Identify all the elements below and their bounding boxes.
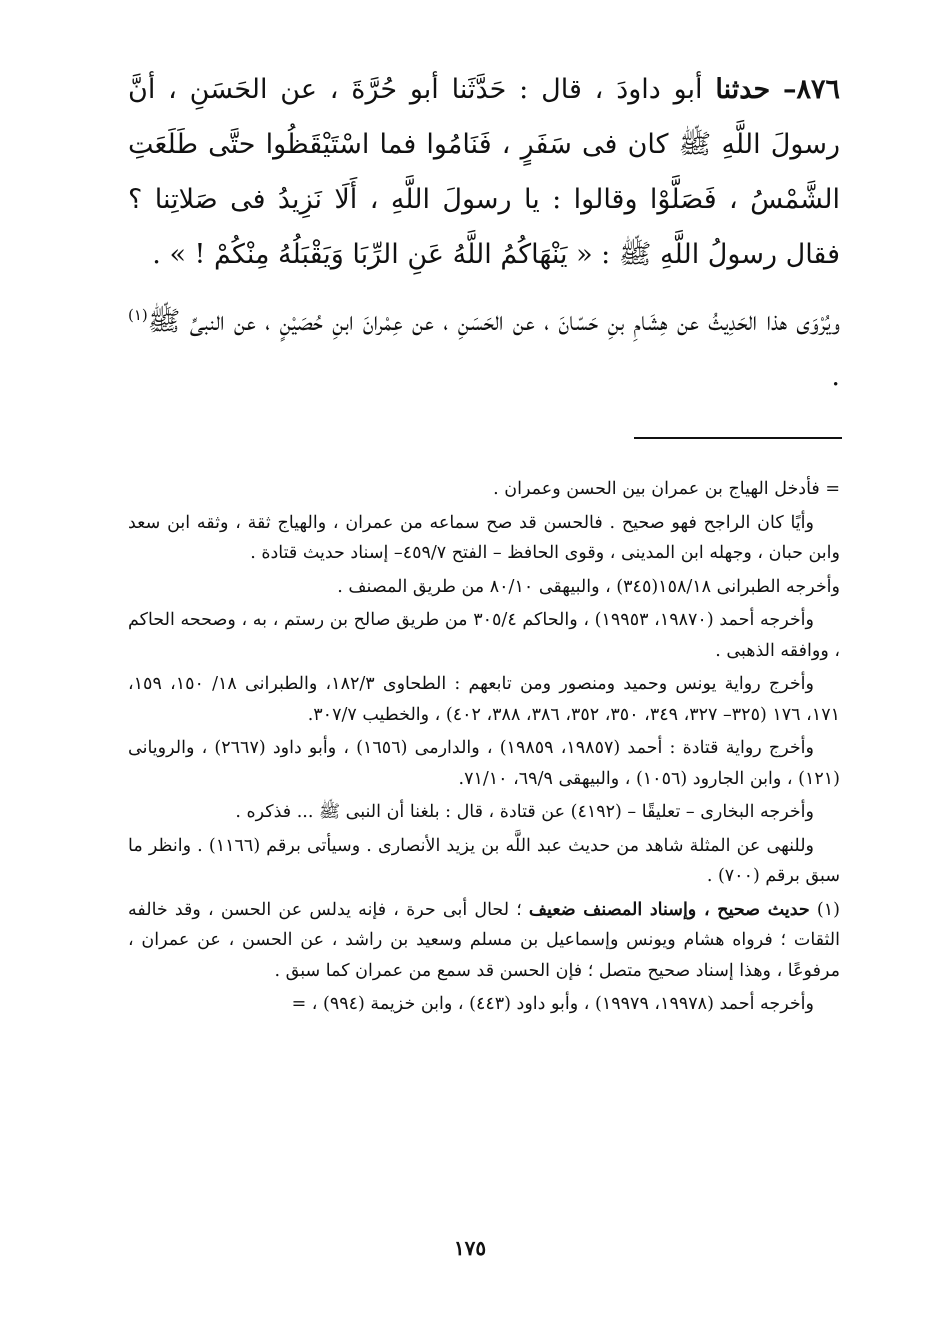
footnote-line: وأخرج رواية يونس وحميد ومنصور ومن تابعهم : الطحاوى ١٨٢/٣، والطبرانى ١٨/ ١٥٠، ١٥٩، ١٧١، ١٧٦ (٣٢٥– ٣٢٧، ٣٤٩، ٣٥٠، ٣٥٢، ٣٨٦، ٣٨٨، ٤٠٢) ، والخطيب ٣٠٧/٧.: [128, 674, 840, 725]
second-paragraph: [128, 294, 840, 404]
footnote-line: وللنهى عن المثلة شاهد من حديث عبد اللَّه بن يزيد الأنصارى . وسيأتى برقم (١١٦٦) . وانظر ما سبق برقم (٧٠٠) .: [128, 835, 840, 886]
footnote-line: وأخرجه البخارى – تعليقًا – (٤١٩٢) عن قتادة ، قال : بلغنا أن النبى ﷺ ... فذكره .: [235, 802, 814, 822]
second-paragraph-text: ويُرْوَى هذا الحَدِيثُ عن هِشَامِ بنِ حَسّانَ ، عن الحَسَنِ ، عن عِمْرانَ ابنِ حُصَيْنٍ ، عن النبىِّ ﷺ: [147, 306, 840, 337]
footnote-marker: (١): [128, 306, 148, 324]
footnote-one-last-line: وأخرجه أحمد (١٩٩٧٨، ١٩٩٧٩) ، وأبو داود (٤٤٣) ، وابن خزيمة (٩٩٤) ، =: [291, 994, 814, 1014]
footnote-one-marker: (١): [816, 899, 840, 920]
hadith-intro: حدثنا: [715, 74, 771, 105]
footnote-line: وأخرج رواية قتادة : أحمد (١٩٨٥٧، ١٩٨٥٩) ، والدارمى (١٦٥٦) ، وأبو داود (٢٦٦٧) ، والرويانى (١٢١) ، وابن الجارود (١٠٥٦) ، والبيهقى ٦٩/٩، ٧١/١٠.: [128, 738, 840, 789]
footnote-separator: [634, 437, 842, 439]
hadith-number: ٨٧٦–: [782, 74, 840, 105]
page-number: ١٧٥: [453, 1236, 487, 1260]
footnote-one-text: ؛ لحال أبى حرة ، فإنه يدلس عن الحسن ، وقد خالفه الثقات ؛ فرواه هشام ويونس وإسماعيل بن مسلم وسعيد بن راشد ، عن الحسن ، عن عمران ، مرفوعًا ، وهذا إسناد صحيح متصل ؛ فإن الحسن قد سمع من عمران كما سبق .: [128, 899, 840, 981]
second-paragraph-end: .: [831, 361, 840, 392]
hadith-body: أبو داودَ ، قال : حَدَّثَنا أبو حُرَّةَ ، عن الحَسَنِ ، أنَّ رسولَ اللَّهِ ﷺ كان فى سَفَرٍ ، فَنَامُوا فما اسْتَيْقَظُوا حتَّى طَلَعَتِ الشَّمْسُ ، فَصَلَّوْا وقالوا : يا رسولَ اللَّهِ ، أَلَا نَزِيدُ فى صَلاتِنا ؟ فقال رسولُ اللَّهِ ﷺ : « يَنْهَاكُمُ اللَّهُ عَنِ الرِّبَا وَيَقْبَلُهُ مِنْكُمْ ! » .: [128, 74, 840, 270]
footnotes: [128, 474, 840, 1023]
footnote-line: وأخرجه الطبرانى ١٥٨/١٨(٣٤٥) ، والبيهقى ٨٠/١٠ من طريق المصنف .: [337, 576, 840, 597]
footnote-one: [128, 895, 840, 987]
footnote-line: وأخرجه أحمد (١٩٨٧٠، ١٩٩٥٣) ، والحاكم ٣٠٥/٤ من طريق صالح بن رستم ، به ، وصححه الحاكم ، ووافقه الذهبى .: [128, 610, 840, 661]
footnote-line: وأيًا كان الراجح فهو صحيح . فالحسن قد صح سماعه من عمران ، والهياج ثقة ، وثقه ابن سعد وابن حبان ، وجهله ابن المدينى ، وقوى الحافظ – الفتح ٤٥٩/٧– إسناد حديث قتادة .: [128, 512, 840, 563]
hadith-paragraph: [128, 62, 840, 282]
footnote-one-label: حديث صحيح ، وإسناد المصنف ضعيف: [528, 899, 810, 920]
footnote-line: = فأدخل الهياج بن عمران بين الحسن وعمران .: [493, 479, 840, 499]
main-text: [128, 62, 840, 404]
